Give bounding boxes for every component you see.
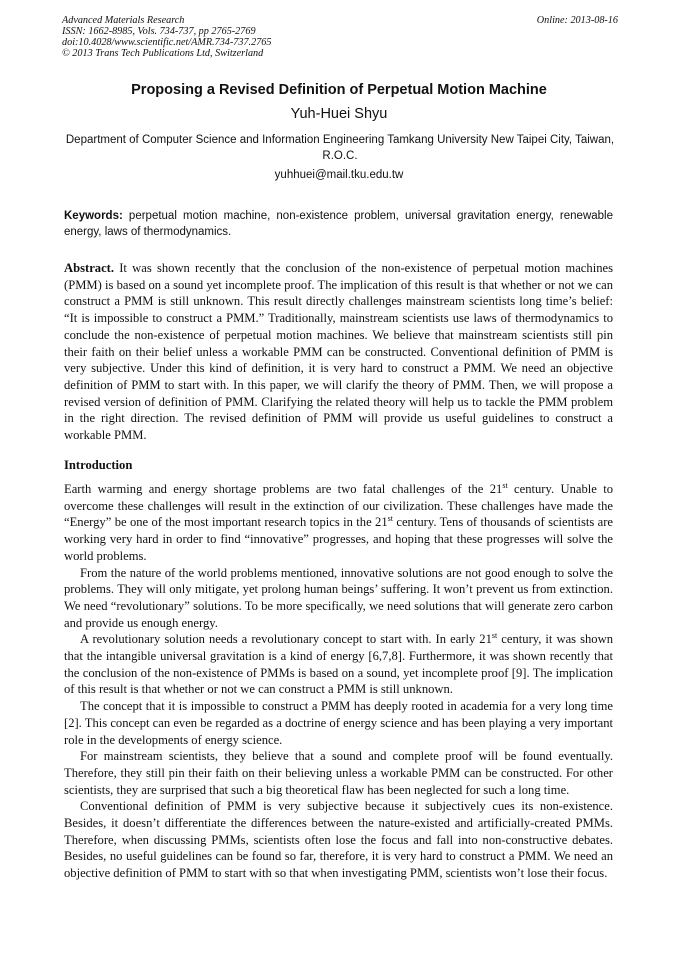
intro-p1-text-b: century. Unable to overcome these challenges will result in the extinction of our civilization. These challenges have made the “Energy” be one of the most important research topics in the 21 — [64, 482, 613, 530]
intro-p3-sup: st — [491, 631, 498, 641]
journal-header — [62, 15, 618, 59]
intro-p3-text-a: A revolutionary solution needs a revolutionary concept to start with. In early 21 — [80, 632, 492, 647]
section-heading-introduction: Introduction — [64, 458, 133, 472]
intro-paragraph-6: Conventional definition of PMM is very subjective because it subjectively cues its non-existence. Besides, it doesn’t differentiate the differences between the nature-existed and artificially-created PMMs. Therefore, when discussing PMMs, scientists often lose the focus and fall into non-constructive debates. Besides, no useful guidelines can be found so far, therefore, it is very hard to construct a PMM. We need an objective definition of PMM to start with so that when investigating PMM, scientists won’t lose their focus. — [64, 799, 613, 881]
keywords-label: Keywords: — [64, 210, 123, 222]
abstract-label: Abstract. — [64, 261, 115, 275]
intro-paragraph-5: For mainstream scientists, they believe that a sound and complete proof will be found eventually. Therefore, they still pin their faith on their believing unless a workable PMM can be constructed. For other scientists, they are surprised that such a big theoretical flaw has been neglected for such a long time. — [64, 749, 613, 797]
keywords — [64, 208, 613, 240]
journal-copyright: © 2013 Trans Tech Publications Ltd, Switzerland — [62, 48, 264, 59]
paper-title: Proposing a Revised Definition of Perpetual Motion Machine — [131, 82, 547, 98]
online-date: Online: 2013-08-16 — [536, 15, 618, 26]
author-email: yuhhuei@mail.tku.edu.tw — [274, 169, 404, 181]
keywords-text: perpetual motion machine, non-existence problem, universal gravitation energy, renewable energy, laws of thermodynamics. — [64, 210, 613, 238]
journal-issn: ISSN: 1662-8985, Vols. 734-737, pp 2765-2769 — [62, 26, 256, 37]
abstract — [64, 260, 613, 444]
intro-p1-sup1: st — [502, 480, 508, 490]
journal-doi: doi:10.4028/www.scientific.net/AMR.734-737.2765 — [62, 37, 272, 48]
intro-paragraph-2: From the nature of the world problems mentioned, innovative solutions are not good enough to solve the problems. They will only mitigate, yet prolong human beings’ suffering. It won’t prevent us from extinction. We need “revolutionary” solutions. To be more specifically, we need solutions that will generate zero carbon and provide us enough energy. — [64, 565, 613, 630]
intro-p3-text-b: century, it was shown that the intangible universal gravitation is a kind of energy [6,7,8]. Furthermore, it was shown recently that the conclusion of the non-existence of PMMs is based on a sound, yet incomplete proof [9]. The implication of this result is that whether or not we can construct a PMM is still unknown. — [64, 632, 613, 697]
intro-p1-text-c: century. Tens of thousands of scientists are working very hard in order to find “innovative” progresses, and hoping that these progresses will solve the world problems. — [64, 515, 613, 563]
intro-p1-text-a: Earth warming and energy shortage problems are two fatal challenges of the 21 — [64, 482, 503, 496]
intro-paragraph-3 — [64, 631, 613, 698]
abstract-text: It was shown recently that the conclusion of the non-existence of perpetual motion machines (PMM) is based on a sound yet incomplete proof. The implication of this result is that whether or not we can construct a PMM is still unknown. This result directly challenges mainstream scientists long time’s belief: “It is impossible to construct a PMM.” Traditionally, mainstream scientists use laws of thermodynamics to conclude the non-existence of perpetual motion machines. We believe that mainstream scientists still pin their faith on their belief unless a workable PMM can be constructed. Conventional definition of PMM is very subjective. Under this kind of definition, it is very hard to construct a PMM. We need an objective definition of PMM to start with. In this paper, we will clarify the theory of PMM. Then, we will propose a revised version of definition of PMM. Clarifying the related theory will help us to tackle the PMM problem in the right direction. The revised definition of PMM will provide us useful guidelines to construct a workable PMM. — [64, 261, 613, 443]
author-name: Yuh-Huei Shyu — [290, 106, 388, 122]
affiliation: Department of Computer Science and Information Engineering Tamkang University New Taipei City, Taiwan, R.O.C. — [65, 134, 615, 162]
introduction-body — [64, 481, 613, 882]
intro-paragraph-1 — [64, 481, 613, 565]
intro-paragraph-4: The concept that it is impossible to construct a PMM has deeply rooted in academia for a very long time [2]. This concept can even be regarded as a doctrine of energy science and has been playing a very important role in the developments of energy science. — [64, 699, 613, 747]
journal-name: Advanced Materials Research — [62, 15, 185, 26]
intro-p1-sup2: st — [387, 514, 393, 524]
